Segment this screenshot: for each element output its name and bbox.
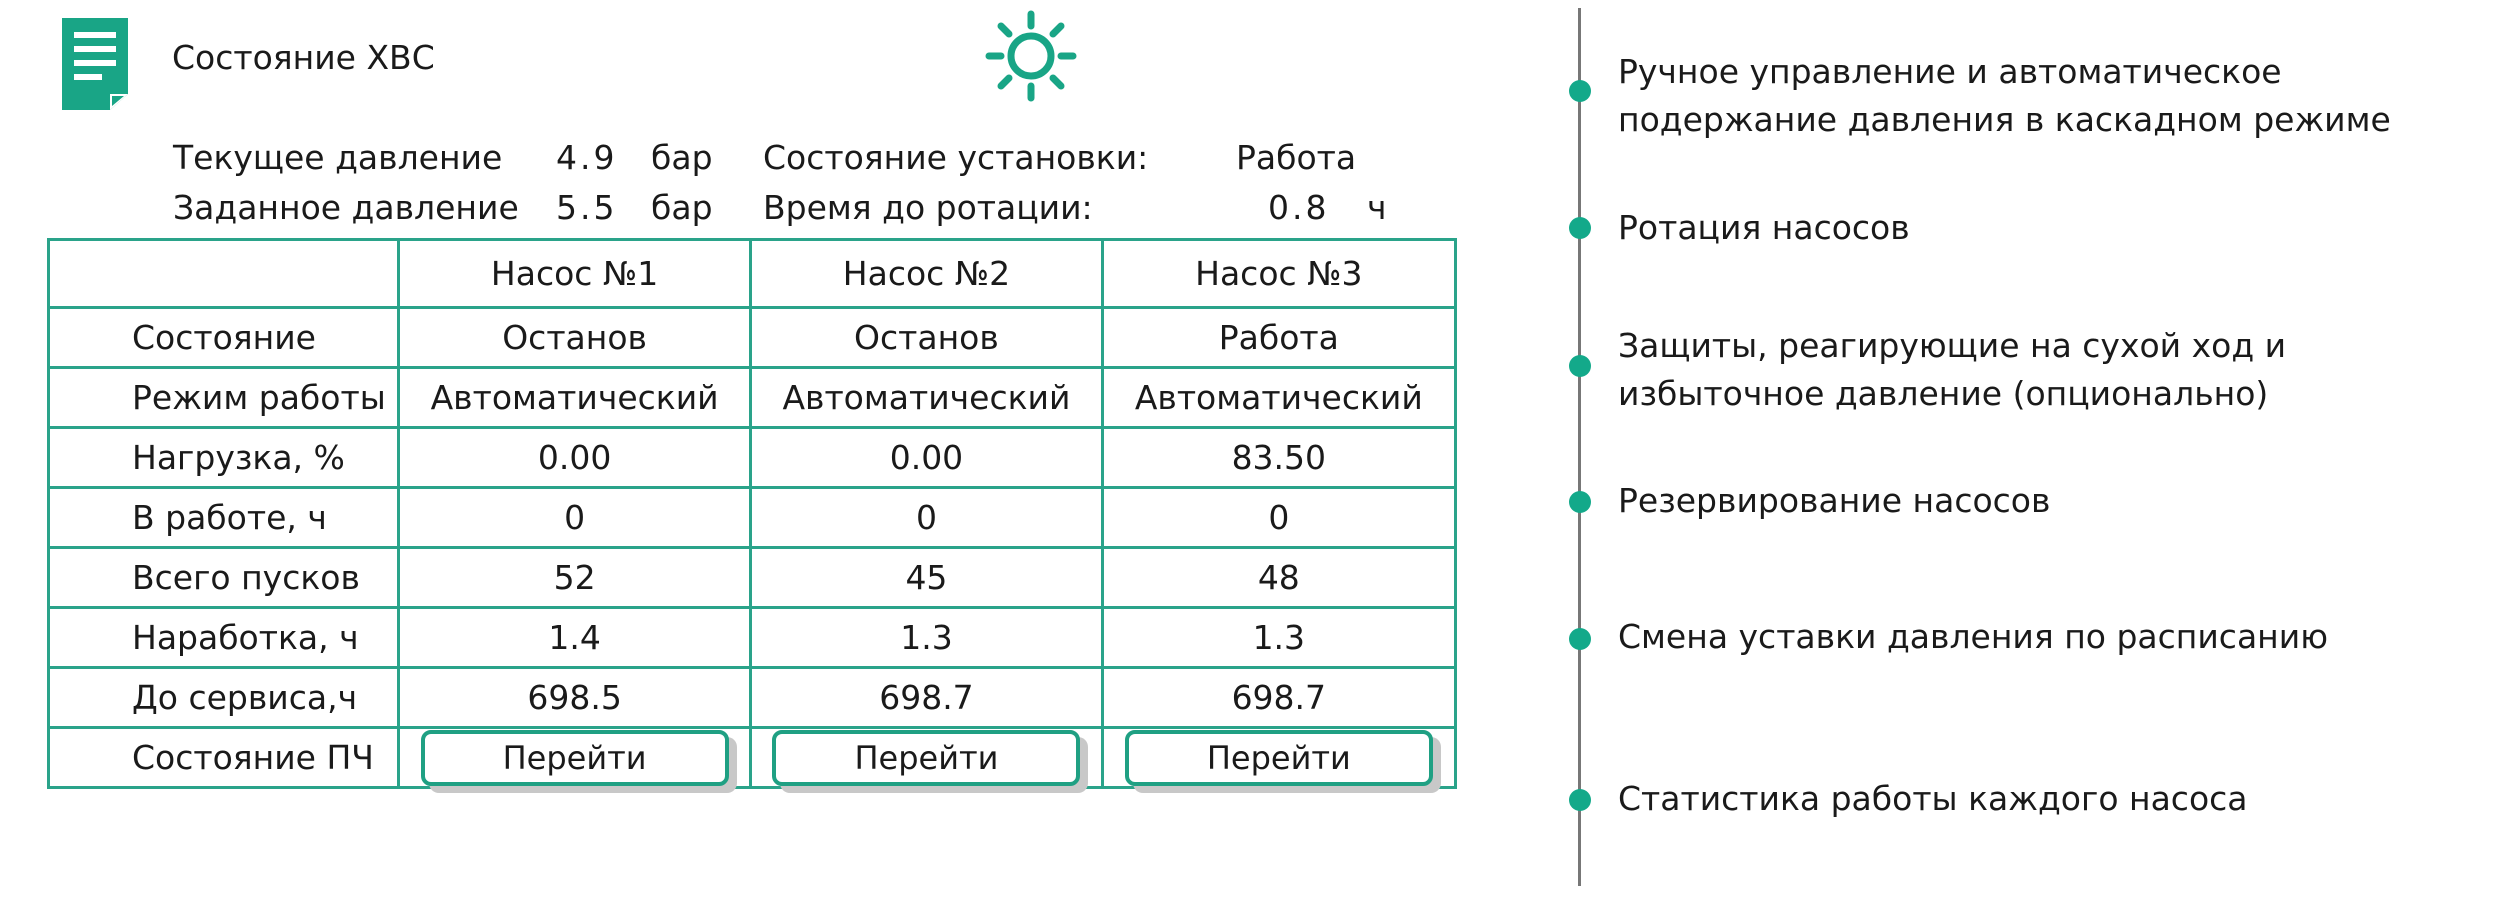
row-label: До сервиса,ч (49, 668, 399, 728)
table-cell: Автоматический (751, 368, 1102, 428)
set-pressure-label: Заданное давление (173, 188, 519, 227)
table-cell: 0.00 (751, 428, 1102, 488)
feature-item: Ротация насосов (1618, 208, 1910, 247)
pump2-vfd-go-button[interactable]: Перейти (772, 730, 1080, 786)
row-label: Состояние ПЧ (49, 728, 399, 788)
table-cell: Автоматический (1102, 368, 1455, 428)
table-cell (1102, 728, 1455, 788)
current-pressure-value: 4.9 (556, 138, 618, 177)
page-title: Состояние ХВС (172, 38, 435, 77)
table-cell: 698.7 (1102, 668, 1455, 728)
table-cell: 48 (1102, 548, 1455, 608)
current-pressure-label: Текущее давление (173, 138, 503, 177)
row-label: Всего пусков (49, 548, 399, 608)
table-cell: Работа (1102, 308, 1455, 368)
table-cell (398, 728, 750, 788)
table-row (49, 548, 1456, 608)
timeline-dot (1569, 217, 1591, 239)
table-row (49, 608, 1456, 668)
sun-gear-icon[interactable] (983, 8, 1079, 104)
table-row-vfd (49, 728, 1456, 788)
feature-item: Статистика работы каждого насоса (1618, 779, 2248, 818)
current-pressure-unit: бар (651, 138, 713, 177)
row-label: Состояние (49, 308, 399, 368)
timeline-line (1578, 8, 1581, 886)
unit-state-value: Работа (1236, 138, 1357, 177)
table-header-cell: Насос №3 (1102, 240, 1455, 308)
document-icon (56, 14, 136, 114)
table-cell: 1.3 (1102, 608, 1455, 668)
table-header-cell: Насос №2 (751, 240, 1102, 308)
table-cell: 52 (398, 548, 750, 608)
rotation-value: 0.8 (1268, 188, 1330, 227)
table-cell: 1.4 (398, 608, 750, 668)
rotation-label: Время до ротации: (763, 188, 1093, 227)
table-header-cell (49, 240, 399, 308)
table-row (49, 668, 1456, 728)
table-row (49, 488, 1456, 548)
set-pressure-row (0, 188, 1460, 228)
table-header-row (49, 240, 1456, 308)
row-label: Наработка, ч (49, 608, 399, 668)
row-label: Режим работы (49, 368, 399, 428)
table-cell: 0 (398, 488, 750, 548)
row-label: Нагрузка, % (49, 428, 399, 488)
feature-item: Смена уставки давления по расписанию (1618, 617, 2328, 656)
timeline-dot (1569, 491, 1591, 513)
table-row (49, 308, 1456, 368)
row-label: В работе, ч (49, 488, 399, 548)
table-cell (751, 728, 1102, 788)
table-row (49, 428, 1456, 488)
set-pressure-unit: бар (651, 188, 713, 227)
pump3-vfd-go-button[interactable]: Перейти (1125, 730, 1433, 786)
current-pressure-row (0, 138, 1460, 178)
table-cell: Останов (398, 308, 750, 368)
table-cell: 698.7 (751, 668, 1102, 728)
table-cell: 83.50 (1102, 428, 1455, 488)
table-cell: Останов (751, 308, 1102, 368)
feature-item: Резервирование насосов (1618, 481, 2051, 520)
table-cell: 0.00 (398, 428, 750, 488)
feature-item: Защиты, реагирующие на сухой ход и избыточное давление (опционально) (1618, 326, 2287, 413)
table-header-cell: Насос №1 (398, 240, 750, 308)
table-cell: 1.3 (751, 608, 1102, 668)
table-cell: 45 (751, 548, 1102, 608)
table-cell: 0 (1102, 488, 1455, 548)
pumps-table (47, 238, 1457, 789)
feature-item: Ручное управление и автоматическое подержание давления в каскадном режиме (1618, 52, 2391, 139)
table-cell: 698.5 (398, 668, 750, 728)
table-cell: 0 (751, 488, 1102, 548)
timeline-dot (1569, 355, 1591, 377)
rotation-unit: ч (1367, 188, 1387, 227)
timeline-dot (1569, 789, 1591, 811)
table-cell: Автоматический (398, 368, 750, 428)
unit-state-label: Состояние установки: (763, 138, 1149, 177)
timeline-dot (1569, 628, 1591, 650)
set-pressure-value: 5.5 (556, 188, 618, 227)
table-row (49, 368, 1456, 428)
pump1-vfd-go-button[interactable]: Перейти (421, 730, 729, 786)
timeline-dot (1569, 80, 1591, 102)
